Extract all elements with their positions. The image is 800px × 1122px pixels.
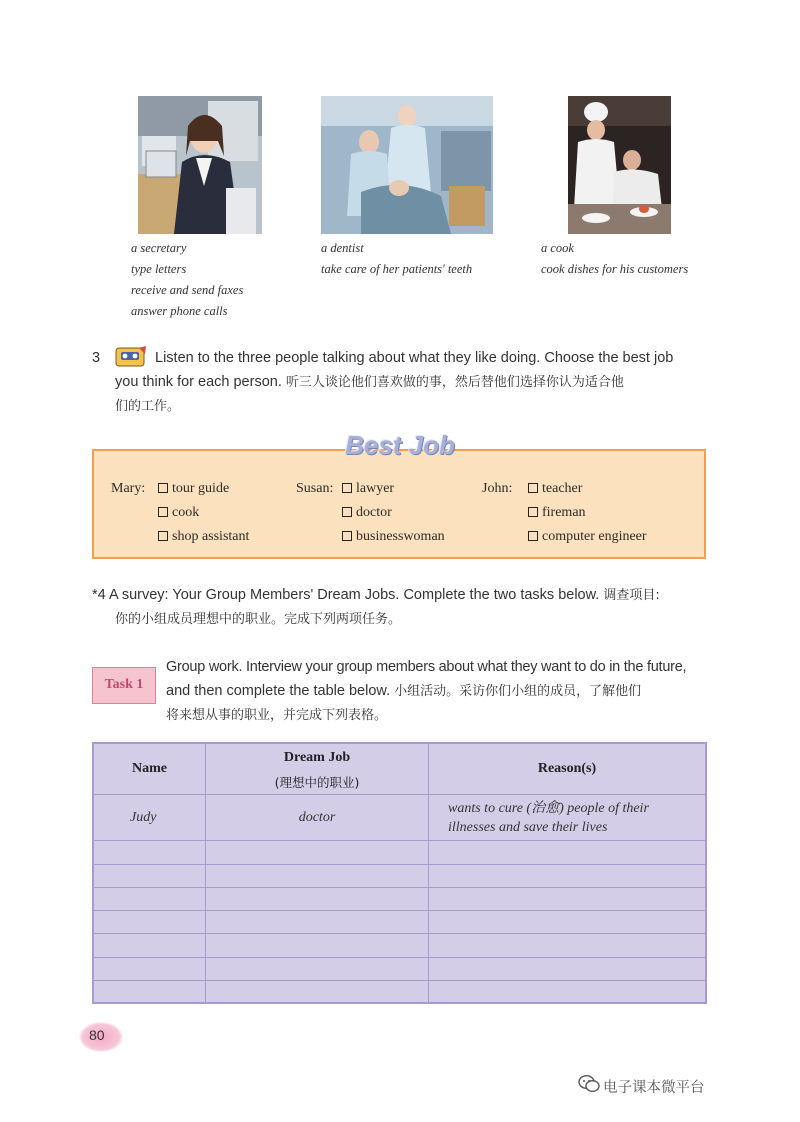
option-mary-3[interactable] [158, 529, 249, 545]
page-number: 80 [79, 1022, 123, 1052]
caption-line: receive and send faxes [131, 283, 244, 297]
caption-line: a dentist [321, 241, 364, 255]
option-label: businesswoman [356, 529, 445, 544]
task-1-line-2-zh: 小组活动。采访你们小组的成员，了解他们 [394, 684, 642, 699]
checkbox[interactable] [158, 483, 168, 493]
option-john-1[interactable] [528, 481, 582, 497]
option-label: cook [172, 505, 200, 520]
checkbox[interactable] [342, 507, 352, 517]
best-job-title: Best Job [345, 430, 455, 460]
table-row-divider [92, 957, 707, 958]
checkbox[interactable] [528, 531, 538, 541]
option-label: teacher [542, 481, 583, 496]
caption-line: a cook [541, 241, 574, 255]
option-label: fireman [542, 505, 586, 520]
caption-line: answer phone calls [131, 304, 228, 318]
exercise-4-line-1-zh: 调查项目: [603, 588, 660, 603]
option-label: computer engineer [542, 529, 647, 544]
caption-line: a secretary [131, 241, 187, 255]
option-label: lawyer [356, 481, 395, 496]
task-1-line-1: Group work. Interview your group members about what they want to do in the future, [166, 659, 687, 675]
example-name: Judy [130, 810, 157, 825]
checkbox[interactable] [342, 483, 352, 493]
exercise-4-number: *4 [92, 587, 106, 603]
person-name-susan: Susan: [296, 481, 334, 496]
task-1-line-2-en: and then complete the table below. [166, 683, 391, 699]
example-reason-1: wants to cure (治愈) people of their [448, 801, 649, 816]
exercise-3-instructions [115, 346, 710, 419]
exercise-4-line-2: 你的小组成员理想中的职业。完成下列两项任务。 [115, 612, 402, 627]
table-row-divider [92, 794, 707, 795]
option-label: doctor [356, 505, 392, 520]
option-susan-2[interactable] [342, 505, 392, 521]
table-row-divider [92, 887, 707, 888]
option-susan-3[interactable] [342, 529, 445, 545]
dentist-caption [321, 238, 472, 280]
exercise-3-line-1: Listen to the three people talking about what they like doing. Choose the best job [155, 350, 674, 366]
cook-caption [541, 238, 688, 280]
secretary-photo [138, 96, 262, 234]
table-row-divider [92, 864, 707, 865]
table-row-divider [92, 840, 707, 841]
watermark-text: 电子课本微平台 [603, 1080, 705, 1096]
task-1-instructions [166, 655, 711, 728]
table-row-divider [92, 910, 707, 911]
header-name: Name [132, 761, 167, 776]
checkbox[interactable] [158, 531, 168, 541]
header-reasons: Reason(s) [537, 761, 597, 776]
header-dream-job: Dream Job [283, 750, 351, 765]
table-col-divider [428, 742, 429, 1004]
caption-line: take care of her patients' teeth [321, 262, 473, 276]
person-name-john: John: [482, 481, 513, 496]
checkbox[interactable] [342, 531, 352, 541]
option-label: shop assistant [172, 529, 250, 544]
exercise-3-line-2 [115, 370, 710, 395]
example-job: doctor [298, 810, 336, 825]
task-1-line-2 [166, 679, 711, 704]
option-john-3[interactable] [528, 529, 647, 545]
checkbox[interactable] [158, 507, 168, 517]
exercise-4-instructions [92, 583, 712, 632]
cook-photo [568, 96, 671, 234]
caption-line: type letters [131, 262, 187, 276]
option-mary-2[interactable] [158, 505, 199, 521]
option-john-2[interactable] [528, 505, 586, 521]
option-susan-1[interactable] [342, 481, 394, 497]
dentist-photo [321, 96, 493, 234]
person-name-mary: Mary: [111, 481, 146, 496]
task-1-badge: Task 1 [92, 667, 156, 704]
task-1-line-3: 将来想从事的职业，并完成下列表格。 [166, 708, 388, 723]
secretary-caption [131, 238, 243, 322]
example-reason-2: illnesses and save their lives [448, 820, 608, 835]
checkbox[interactable] [528, 507, 538, 517]
option-label: tour guide [172, 481, 230, 496]
exercise-3-line-2-zh: 听三人谈论他们喜欢做的事，然后替他们选择你认为适合他 [285, 375, 624, 390]
wechat-icon [578, 1074, 600, 1094]
table-row-divider [92, 933, 707, 934]
exercise-4-line-1-en: A survey: Your Group Members' Dream Jobs. Complete the two tasks below. [108, 587, 600, 603]
exercise-3-line-2-en: you think for each person. [115, 374, 282, 390]
option-mary-1[interactable] [158, 481, 229, 497]
header-dream-job-zh: (理想中的职业) [274, 775, 360, 790]
caption-line: cook dishes for his customers [541, 262, 689, 276]
exercise-4-line-1 [92, 583, 712, 608]
checkbox[interactable] [528, 483, 538, 493]
exercise-3-line-3: 们的工作。 [115, 399, 181, 414]
table-row-divider [92, 980, 707, 981]
exercise-3-number: 3 [92, 350, 101, 366]
